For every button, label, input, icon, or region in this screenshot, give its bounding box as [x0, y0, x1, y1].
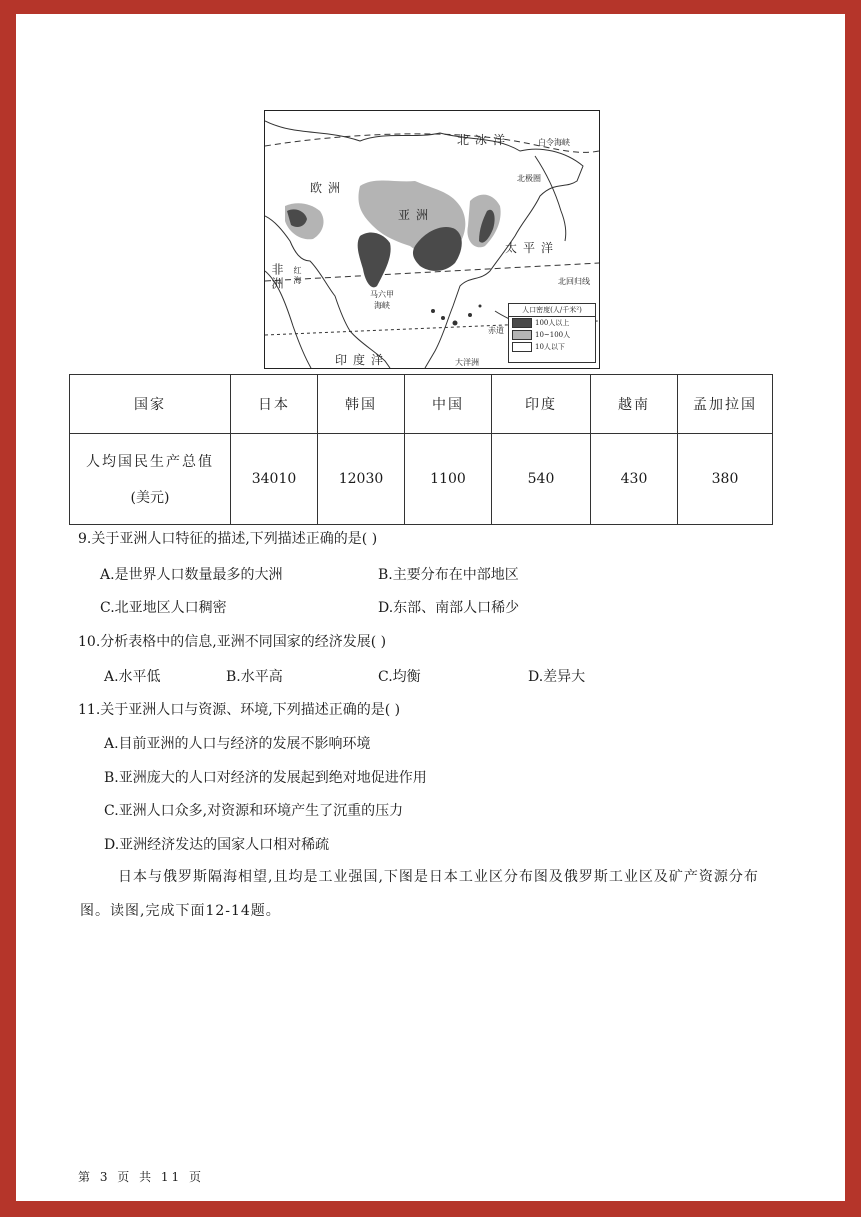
- intro-paragraph: 日本与俄罗斯隔海相望,且均是工业强国,下图是日本工业区分布图及俄罗斯工业区及矿产资源分布图。读图,完成下面12-14题。: [80, 869, 759, 919]
- label-arctic-circle: 北极圈: [517, 174, 541, 183]
- legend-item: [509, 341, 595, 353]
- island-speck: [441, 316, 445, 320]
- question-9-option-d[interactable]: D.东部、南部人口稀少: [378, 600, 520, 616]
- table-header-cell: 越南: [591, 375, 678, 434]
- question-10-option-a[interactable]: A.水平低: [104, 669, 161, 685]
- row-label-cell: [70, 434, 231, 525]
- island-speck: [431, 309, 435, 313]
- legend-swatch-low: [512, 342, 532, 352]
- label-pacific-ocean: 太平洋: [505, 241, 560, 255]
- asia-population-density-map: [264, 110, 600, 369]
- question-11-stem: 11.关于亚洲人口与资源、环境,下列描述正确的是( ): [78, 702, 401, 718]
- legend-label: 10人以下: [535, 342, 565, 351]
- table-header-cell: 日本: [231, 375, 318, 434]
- label-europe: 欧洲: [310, 181, 347, 195]
- legend-item: [509, 329, 595, 341]
- row-label-line: 人均国民生产总值: [86, 454, 214, 470]
- question-10-option-b[interactable]: B.水平高: [226, 669, 283, 685]
- gdp-per-capita-table: [69, 374, 773, 525]
- label-red-sea: 红海: [293, 266, 302, 286]
- island-speck: [468, 313, 472, 317]
- label-africa: 非洲: [270, 263, 284, 291]
- label-tropic-of-cancer: 北回归线: [558, 277, 590, 286]
- question-9-option-b[interactable]: B.主要分布在中部地区: [378, 567, 519, 583]
- map-legend: [508, 303, 596, 363]
- question-10-option-d[interactable]: D.差异大: [528, 669, 586, 685]
- row-label-line: (美元): [130, 490, 170, 506]
- question-11-option-a[interactable]: A.目前亚洲的人口与经济的发展不影响环境: [104, 736, 371, 752]
- question-11-option-b[interactable]: B.亚洲庞大的人口对经济的发展起到绝对地促进作用: [104, 770, 427, 786]
- table-header-row: [70, 375, 773, 434]
- label-arctic-ocean: 北冰洋: [457, 133, 512, 147]
- legend-label: 100人以上: [535, 318, 570, 327]
- question-10-stem: 10.分析表格中的信息,亚洲不同国家的经济发展( ): [78, 634, 387, 650]
- legend-title: 人口密度(人/千米²): [509, 304, 595, 317]
- table-cell: 380: [678, 434, 773, 525]
- label-oceania: 大洋洲: [455, 358, 479, 367]
- page-footer: 第 3 页 共 11 页: [78, 1170, 204, 1184]
- question-9-stem: 9.关于亚洲人口特征的描述,下列描述正确的是( ): [78, 531, 378, 547]
- question-11-option-c[interactable]: C.亚洲人口众多,对资源和环境产生了沉重的压力: [104, 803, 404, 819]
- table-row: [70, 434, 773, 525]
- table-header-cell: 孟加拉国: [678, 375, 773, 434]
- legend-swatch-medium: [512, 330, 532, 340]
- table-cell: 540: [492, 434, 591, 525]
- island-speck: [479, 305, 482, 308]
- table-header-cell: 国家: [70, 375, 231, 434]
- legend-swatch-high: [512, 318, 532, 328]
- question-9-option-c[interactable]: C.北亚地区人口稠密: [100, 600, 227, 616]
- legend-item: [509, 317, 595, 329]
- table-cell: 34010: [231, 434, 318, 525]
- table-header-cell: 印度: [492, 375, 591, 434]
- table-cell: 430: [591, 434, 678, 525]
- table-cell: 12030: [318, 434, 405, 525]
- table-header-cell: 中国: [405, 375, 492, 434]
- question-10-option-c[interactable]: C.均衡: [378, 669, 421, 685]
- question-11-option-d[interactable]: D.亚洲经济发达的国家人口相对稀疏: [104, 837, 330, 853]
- label-equator: 赤道: [488, 326, 504, 335]
- density-high-india: [358, 232, 391, 287]
- table-header-cell: 韩国: [318, 375, 405, 434]
- question-9-option-a[interactable]: A.是世界人口数量最多的大洲: [100, 567, 283, 583]
- label-malacca-strait: 马六甲海峡: [370, 290, 394, 310]
- table-cell: 1100: [405, 434, 492, 525]
- label-bering-strait: 白令海峡: [538, 138, 570, 147]
- exam-page: [16, 14, 845, 1201]
- island-speck: [453, 321, 458, 326]
- label-asia: 亚洲: [398, 208, 435, 222]
- legend-label: 10~100人: [535, 330, 571, 339]
- kamchatka-coastline: [535, 156, 566, 241]
- label-indian-ocean: 印度洋: [335, 353, 390, 367]
